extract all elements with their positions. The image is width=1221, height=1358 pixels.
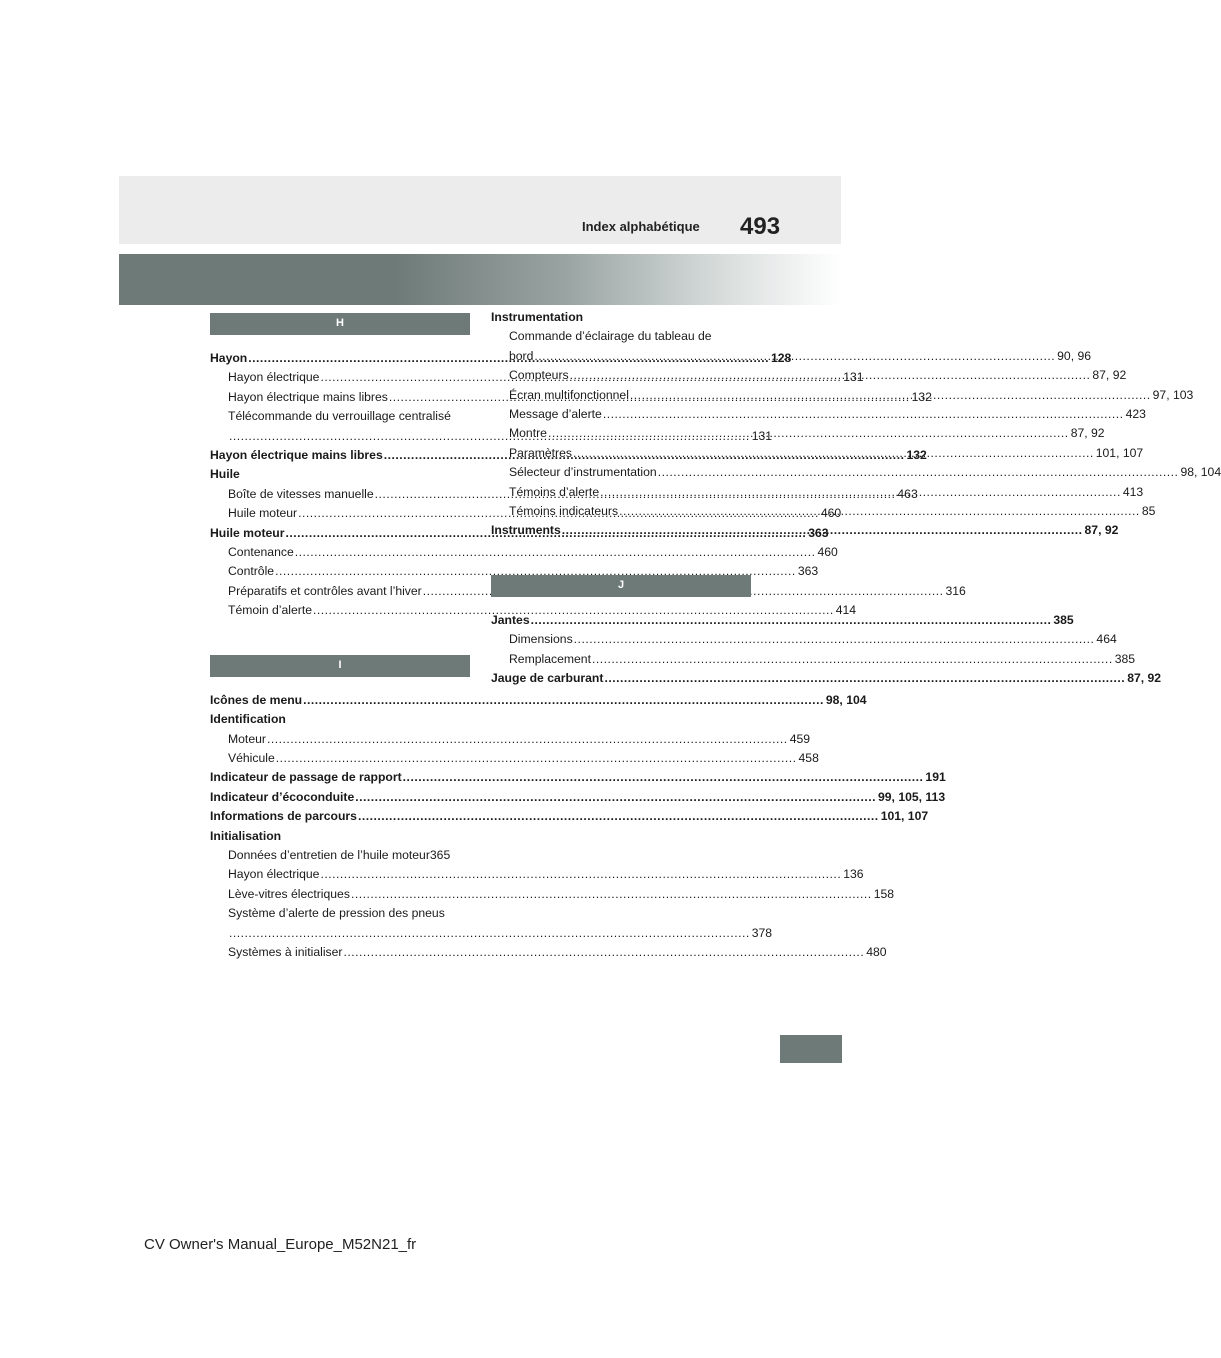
entry-label: bord	[509, 348, 534, 363]
footer-manual-id: CV Owner's Manual_Europe_M52N21_fr	[144, 1236, 417, 1253]
dot-leader	[547, 424, 1070, 443]
index-entry	[210, 885, 895, 904]
decorative-gradient-band	[119, 254, 841, 305]
entry-page-ref: 101, 107	[1095, 445, 1144, 460]
header-band	[119, 176, 841, 244]
dot-leader	[342, 943, 865, 962]
entry-page-ref: 363	[797, 564, 819, 579]
entry-label: Hayon électrique mains libres	[210, 448, 383, 463]
entry-label: Sélecteur d’instrumentation	[509, 465, 657, 480]
dot-leader	[266, 730, 789, 749]
entry-label: Montre	[509, 426, 547, 441]
index-text-line: Données d’entretien de l’huile moteur365	[228, 847, 451, 862]
entry-page-ref: 158	[873, 886, 895, 901]
entry-label: Icônes de menu	[210, 692, 303, 707]
entry-label: Huile moteur	[210, 525, 285, 540]
index-entry	[491, 405, 1146, 424]
index-heading: Identification	[210, 712, 286, 727]
entry-label: Hayon	[210, 351, 248, 365]
index-entry	[210, 562, 819, 581]
entry-page-ref: 97, 103	[1152, 387, 1194, 402]
entry-page-ref: 378	[751, 925, 773, 940]
index-entry	[210, 943, 887, 962]
entry-page-ref: 136	[843, 867, 864, 882]
entry-label: Contrôle	[228, 564, 275, 579]
entry-label: Jauge de carburant	[491, 671, 604, 686]
entry-label: Hayon électrique mains libres	[228, 389, 388, 404]
entry-page-ref: 385	[1053, 612, 1074, 627]
dot-leader	[602, 405, 1125, 424]
entry-page-ref: 459	[789, 731, 811, 746]
dot-leader	[629, 386, 1152, 405]
page-number: 493	[740, 213, 781, 240]
index-entry	[210, 543, 838, 562]
entry-label: Contenance	[228, 545, 294, 560]
entry-label: Lève-vitres électriques	[228, 886, 350, 901]
entry-label: Véhicule	[228, 750, 275, 765]
entry-page-ref: 98, 104	[1180, 465, 1221, 480]
index-entry	[210, 807, 929, 826]
index-entry	[491, 650, 1136, 669]
entry-page-ref: 87, 92	[1084, 523, 1119, 538]
entry-label: Jantes	[491, 612, 530, 627]
section-j-entries	[491, 611, 1162, 689]
entry-page-ref: 385	[1114, 651, 1136, 666]
dot-leader	[573, 630, 1096, 649]
entry-label: Informations de parcours	[210, 809, 357, 824]
index-entry	[210, 691, 867, 710]
index-entry	[210, 788, 946, 807]
entry-page-ref: 413	[1122, 484, 1144, 499]
section-title: Index alphabétique	[582, 219, 700, 234]
entry-page-ref: 90, 96	[1057, 348, 1092, 363]
entry-page-ref: 101, 107	[880, 809, 929, 824]
dot-leader	[572, 444, 1095, 463]
index-entry	[491, 611, 1074, 630]
entry-page-ref: 363	[808, 525, 829, 540]
entry-page-ref: 191	[925, 770, 946, 785]
entry-page-ref: 480	[866, 944, 887, 959]
entry-label: Compteurs	[509, 368, 569, 383]
dot-leader	[402, 768, 925, 787]
dot-leader	[354, 788, 877, 807]
entry-label: Témoins indicateurs	[509, 504, 619, 519]
dot-leader	[657, 463, 1180, 482]
entry-page-ref: 128	[771, 351, 792, 365]
entry-label: Boîte de vitesses manuelle	[228, 486, 374, 501]
entry-label: Hayon électrique	[228, 867, 320, 882]
index-entry	[210, 582, 966, 601]
index-entry	[210, 749, 819, 768]
entry-page-ref: 458	[798, 750, 819, 765]
index-entry	[210, 768, 946, 787]
dot-leader	[228, 924, 751, 943]
dot-leader	[561, 521, 1084, 540]
entry-label: Systèmes à initialiser	[228, 944, 343, 959]
index-entry	[210, 865, 864, 884]
entry-page-ref: 460	[820, 506, 842, 521]
dot-leader	[618, 502, 1141, 521]
entry-page-ref: 131	[751, 428, 773, 443]
entry-page-ref: 464	[1096, 632, 1117, 647]
index-heading: Initialisation	[210, 828, 282, 843]
entry-label: Hayon électrique	[228, 370, 320, 385]
index-entry	[210, 730, 811, 749]
index-text-line: Télécommande du verrouillage centralisé	[228, 409, 451, 424]
entry-page-ref: 316	[945, 583, 966, 598]
entry-page-ref: 460	[817, 545, 838, 560]
side-index-tab	[780, 1035, 842, 1063]
entry-page-ref: 132	[911, 389, 932, 404]
dot-leader	[533, 347, 1056, 366]
entry-page-ref: 87, 92	[1070, 426, 1105, 441]
dot-leader	[603, 669, 1126, 688]
dot-leader	[530, 611, 1053, 630]
index-heading: Huile	[210, 467, 240, 482]
entry-page-ref: 423	[1125, 407, 1146, 422]
index-entry	[491, 630, 1117, 649]
entry-page-ref: 87, 92	[1127, 671, 1162, 686]
dot-leader	[350, 885, 873, 904]
index-text-line: Commande d’éclairage du tableau de	[509, 329, 712, 344]
entry-label: Huile moteur	[228, 506, 298, 521]
entry-page-ref: 131	[843, 370, 864, 385]
entry-page-ref: 98, 104	[825, 692, 867, 707]
letter-bar-i: I	[210, 655, 470, 677]
entry-label: Préparatifs et contrôles avant l’hiver	[228, 583, 422, 598]
entry-label: Instruments	[491, 523, 561, 538]
index-entry-continuation	[210, 924, 773, 943]
dot-leader	[302, 691, 825, 710]
entry-label: Paramètres	[509, 445, 572, 460]
section-i-entries	[210, 691, 946, 963]
dot-leader	[569, 366, 1092, 385]
entry-label: Écran multifonctionnel	[509, 387, 629, 402]
entry-label: Indicateur de passage de rapport	[210, 770, 402, 785]
entry-label: Indicateur d’écoconduite	[210, 789, 355, 804]
index-entry	[491, 669, 1162, 688]
entry-page-ref: 87, 92	[1092, 368, 1127, 383]
dot-leader	[591, 650, 1114, 669]
index-heading: Instrumentation	[491, 310, 584, 324]
entry-page-ref: 132	[906, 448, 927, 463]
entry-label: Dimensions	[509, 632, 573, 647]
index-entry	[491, 463, 1221, 482]
entry-page-ref: 463	[897, 486, 918, 501]
entry-label: Témoin d’alerte	[228, 603, 312, 618]
dot-leader	[319, 865, 842, 884]
dot-leader	[275, 749, 798, 768]
entry-page-ref: 414	[835, 603, 857, 618]
entry-label: Message d’alerte	[509, 407, 602, 422]
entry-label: Témoins d’alerte	[509, 484, 600, 499]
letter-bar-h: H	[210, 313, 470, 335]
entry-page-ref: 85	[1141, 504, 1156, 519]
entry-label: Remplacement	[509, 651, 591, 666]
index-text-line: Système d’alerte de pression des pneus	[228, 906, 445, 921]
entry-page-ref: 99, 105, 113	[878, 789, 946, 804]
dot-leader	[357, 807, 880, 826]
dot-leader	[599, 483, 1122, 502]
letter-bar-j: J	[491, 575, 751, 597]
entry-label: Moteur	[228, 731, 266, 746]
